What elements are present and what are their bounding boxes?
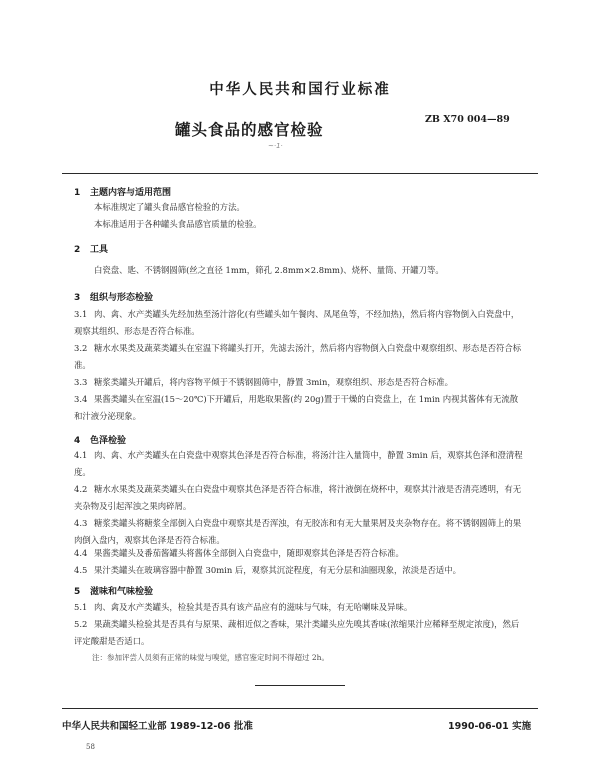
clause-4-2: 4.2 糖水水果类及蔬菜类罐头在白瓷盘中观察其色泽是否符合标准，将汁液倒在烧杯中，观察其汁液是否清亮透明，有无夹杂物及引起浑浊之果肉碎屑。 (74, 484, 522, 511)
clause-4-5: 4.5 果汁类罐头在玻璃容器中静置 30min 后，观察其沉淀程度，有无分层和油圈现象，浓淡是否适中。 (74, 565, 461, 575)
paragraph: 本标准规定了罐头食品感官检验的方法。 (94, 202, 245, 212)
top-divider (62, 173, 538, 174)
page-number: 58 (86, 743, 95, 751)
bottom-divider (62, 708, 538, 709)
section-heading-5 (74, 584, 153, 597)
end-rule (255, 685, 345, 686)
section-title: 色泽检验 (90, 436, 127, 446)
document-title: 罐头食品的感官检验 (175, 121, 324, 139)
standard-title: 中华人民共和国行业标准 (209, 82, 391, 98)
section-number: 2 (74, 245, 81, 255)
clause-3-2: 3.2 糖水水果类及蔬菜类罐头在室温下将罐头打开，先滤去汤汁，然后将内容物倒入白瓷盘中观察组织、形态是否符合标准。 (74, 343, 522, 370)
section-title: 工具 (90, 245, 109, 255)
section-heading-2 (74, 242, 108, 255)
section-heading-3 (74, 290, 153, 303)
clause-4-1: 4.1 肉、禽、水产类罐头在白瓷盘中观察其色泽是否符合标准，将汤汁注入量筒中，静置 3min 后，观察其色泽和澄清程度。 (74, 450, 523, 477)
handwritten-mark: ~·1· (268, 142, 283, 150)
document-code: ZB X70 004—89 (425, 114, 510, 125)
paragraph: 本标准适用于各种罐头食品感官质量的检验。 (94, 219, 262, 229)
note-text: 注：参加评尝人员须有正常的味觉与嗅觉，感官鉴定时间不得超过 2h。 (92, 653, 329, 662)
paragraph: 白瓷盘、匙、不锈钢圆筛(丝之直径 1mm，筛孔 2.8mm×2.8mm)、烧杯、量筒、开罐刀等。 (94, 265, 444, 275)
section-heading-1 (74, 185, 171, 198)
section-heading-4 (74, 433, 126, 446)
section-number: 1 (74, 188, 81, 198)
section-title: 组织与形态检验 (90, 293, 154, 303)
clause-5-2: 5.2 果蔬类罐头检验其是否具有与原果、蔬相近似之香味，果汁类罐头应先嗅其香味(浓缩果汁应稀释至规定浓度)，然后评定酸甜是否适口。 (74, 619, 520, 646)
section-title: 滋味和气味检验 (90, 587, 154, 597)
section-number: 5 (74, 587, 81, 597)
implementation-date: 1990-06-01 实施 (448, 721, 532, 732)
clause-3-1: 3.1 肉、禽、水产类罐头先经加热至汤汁溶化(有些罐头如午餐肉、凤尾鱼等，不经加热)，然后将内容物倒入白瓷盘中，观察其组织、形态是否符合标准。 (74, 309, 520, 336)
clause-3-3: 3.3 糖浆类罐头开罐后，将内容物平倾于不锈钢圆筛中，静置 3min，观察组织、形态是否符合标准。 (74, 377, 454, 387)
section-number: 4 (74, 436, 81, 446)
clause-3-4: 3.4 果酱类罐头在室温(15～20℃)下开罐后，用匙取果酱(约 20g)置于干燥的白瓷盘上，在 1min 内视其酱体有无流散和汁液分泌现象。 (74, 394, 519, 421)
section-number: 3 (74, 293, 81, 303)
clause-5-1: 5.1 肉、禽及水产类罐头，检验其是否具有该产品应有的滋味与气味，有无哈喇味及异味。 (74, 602, 413, 612)
section-title: 主题内容与适用范围 (90, 188, 172, 198)
clause-4-4: 4.4 果酱类罐头及番茄酱罐头将酱体全部倒入白瓷盘中，随即观察其色泽是否符合标准。 (74, 548, 404, 558)
clause-4-3: 4.3 糖浆类罐头将糖浆全部倒入白瓷盘中观察其是否浑浊，有无胶冻和有无大量果屑及夹杂物存在。将不锈钢圆筛上的果肉倒入盘内，观察其色泽是否符合标准。 (74, 518, 522, 545)
approval-line: 中华人民共和国轻工业部 1989-12-06 批准 (62, 721, 253, 732)
